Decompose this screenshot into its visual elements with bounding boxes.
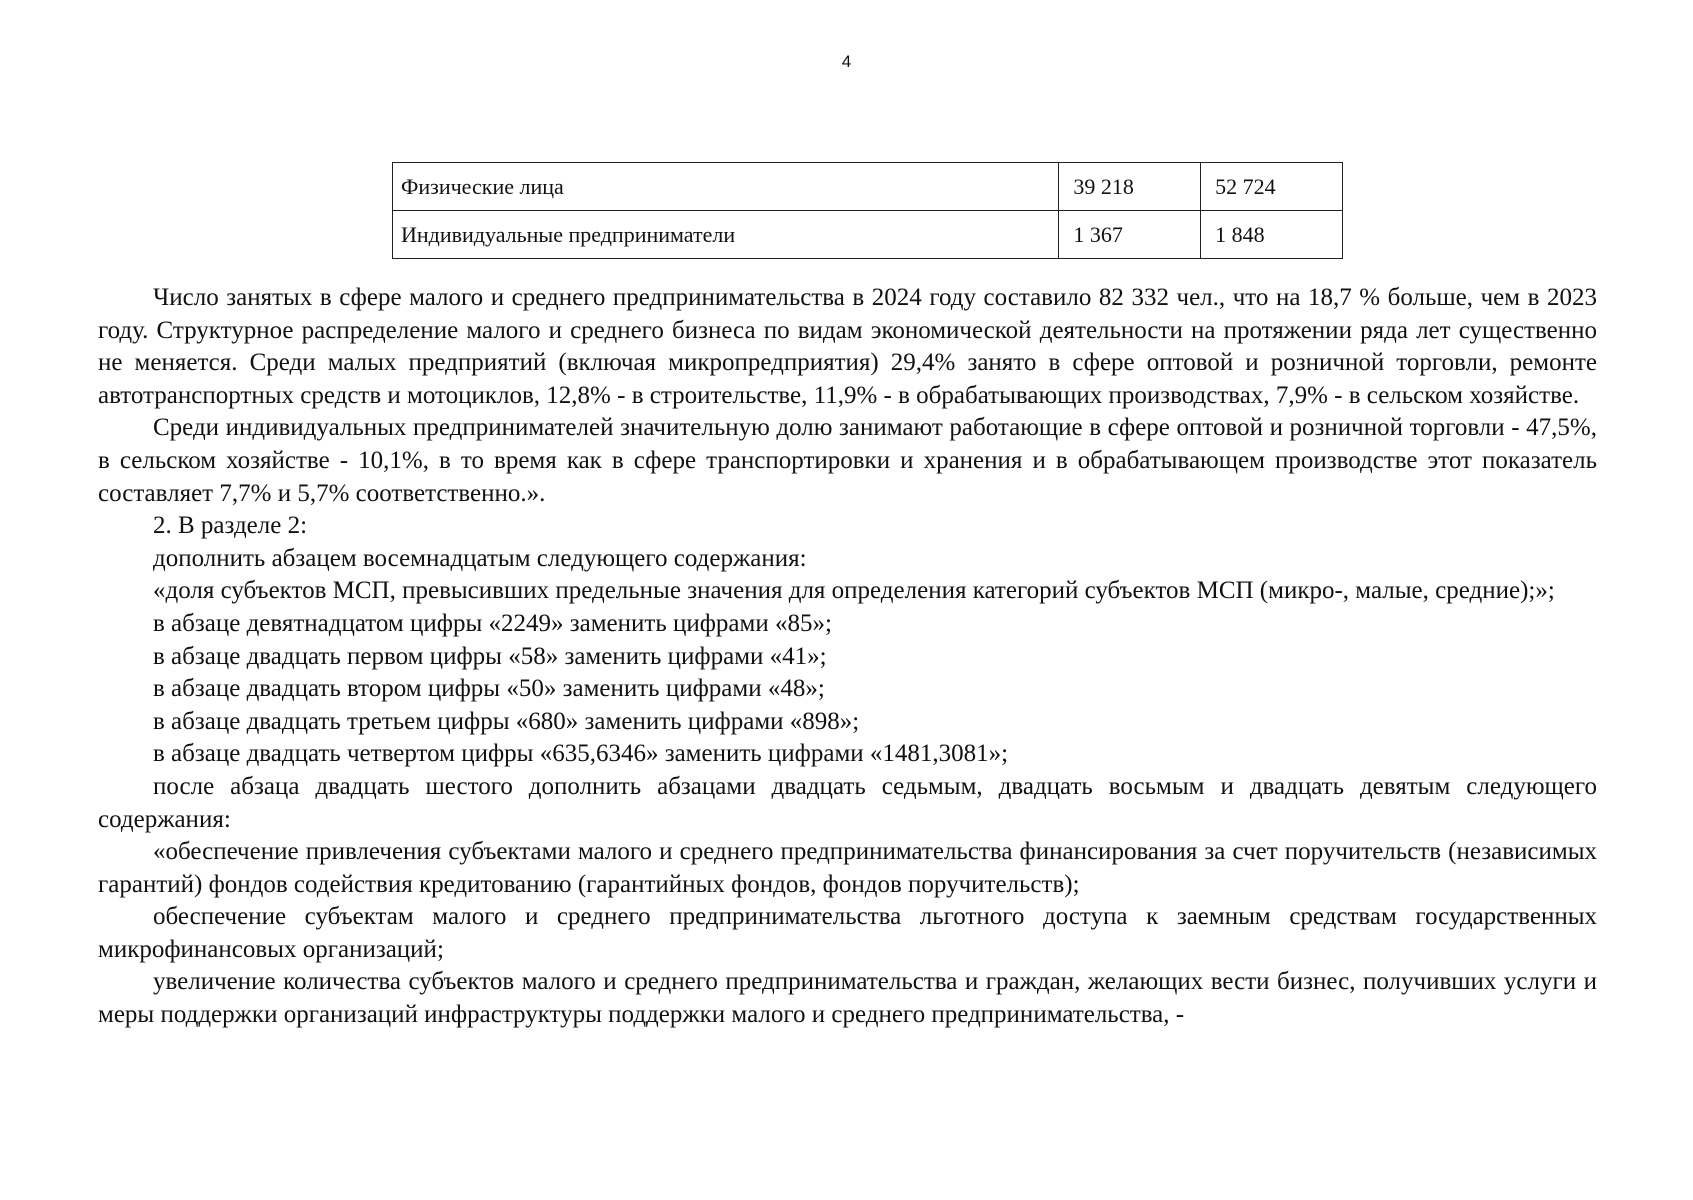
document-body xyxy=(98,282,1597,1032)
table-cell-label: Индивидуальные предприниматели xyxy=(393,211,1059,259)
statistics-table xyxy=(392,162,1343,259)
paragraph: в абзаце двадцать четвертом цифры «635,6346» заменить цифрами «1481,3081»; xyxy=(153,740,1009,768)
table-row xyxy=(393,211,1343,259)
table-cell-value-2024: 52 724 xyxy=(1201,163,1343,211)
paragraph: в абзаце двадцать втором цифры «50» заменить цифрами «48»; xyxy=(153,675,825,703)
paragraph: 2. В разделе 2: xyxy=(153,512,308,540)
paragraph: в абзаце двадцать первом цифры «58» заменить цифрами «41»; xyxy=(153,642,827,670)
paragraph: дополнить абзацем восемнадцатым следующего содержания: xyxy=(153,544,807,572)
table-cell-label: Физические лица xyxy=(393,163,1059,211)
paragraph: «обеспечение привлечения субъектами малого и среднего предпринимательства финансирования за счет поручительств (независимых гарантий) фондов содействия кредитованию (гарантийных фондов, фондов поручительств); xyxy=(98,838,1597,898)
table-cell-value-2023: 1 367 xyxy=(1059,211,1201,259)
paragraph: в абзаце двадцать третьем цифры «680» заменить цифрами «898»; xyxy=(153,707,860,735)
paragraph: после абзаца двадцать шестого дополнить абзацами двадцать седьмым, двадцать восьмым и двадцать девятым следующего содержания: xyxy=(98,772,1597,833)
paragraph: «доля субъектов МСП, превысивших предельные значения для определения категорий субъектов МСП (микро-, малые, средние);»; xyxy=(153,577,1555,605)
paragraph: Среди индивидуальных предпринимателей значительную долю занимают работающие в сфере оптовой и розничной торговли - 47,5%, в сельском хозяйстве - 10,1%, в то время как в сфере транспортировки и хранения и в обрабатывающем производстве этот показатель составляет 7,7% и 5,7% соответственно.». xyxy=(98,414,1597,507)
table-row xyxy=(393,163,1343,211)
table-cell-value-2024: 1 848 xyxy=(1201,211,1343,259)
paragraph: обеспечение субъектам малого и среднего предпринимательства льготного доступа к заемным средствам государственных микрофинансовых организаций; xyxy=(98,903,1597,963)
paragraph: Число занятых в сфере малого и среднего предпринимательства в 2024 году составило 82 332 чел., что на 18,7 % больше, чем в 2023 году. Структурное распределение малого и среднего бизнеса по видам экономической деятельности на протяжении ряда лет существенно не меняется. Среди малых предприятий (включая микропредприятия) 29,4% занято в сфере оптовой и розничной торговли, ремонте автотранспортных средств и мотоциклов, 12,8% - в строительстве, 11,9% - в обрабатывающих производствах, 7,9% - в сельском хозяйстве. xyxy=(98,284,1597,409)
paragraph: в абзаце девятнадцатом цифры «2249» заменить цифрами «85»; xyxy=(153,609,832,637)
table-cell-value-2023: 39 218 xyxy=(1059,163,1201,211)
page-number: 4 xyxy=(841,52,852,71)
paragraph: увеличение количества субъектов малого и среднего предпринимательства и граждан, желающих вести бизнес, получивших услуги и меры поддержки организаций инфраструктуры поддержки малого и среднего предпринимательства, - xyxy=(98,968,1597,1029)
